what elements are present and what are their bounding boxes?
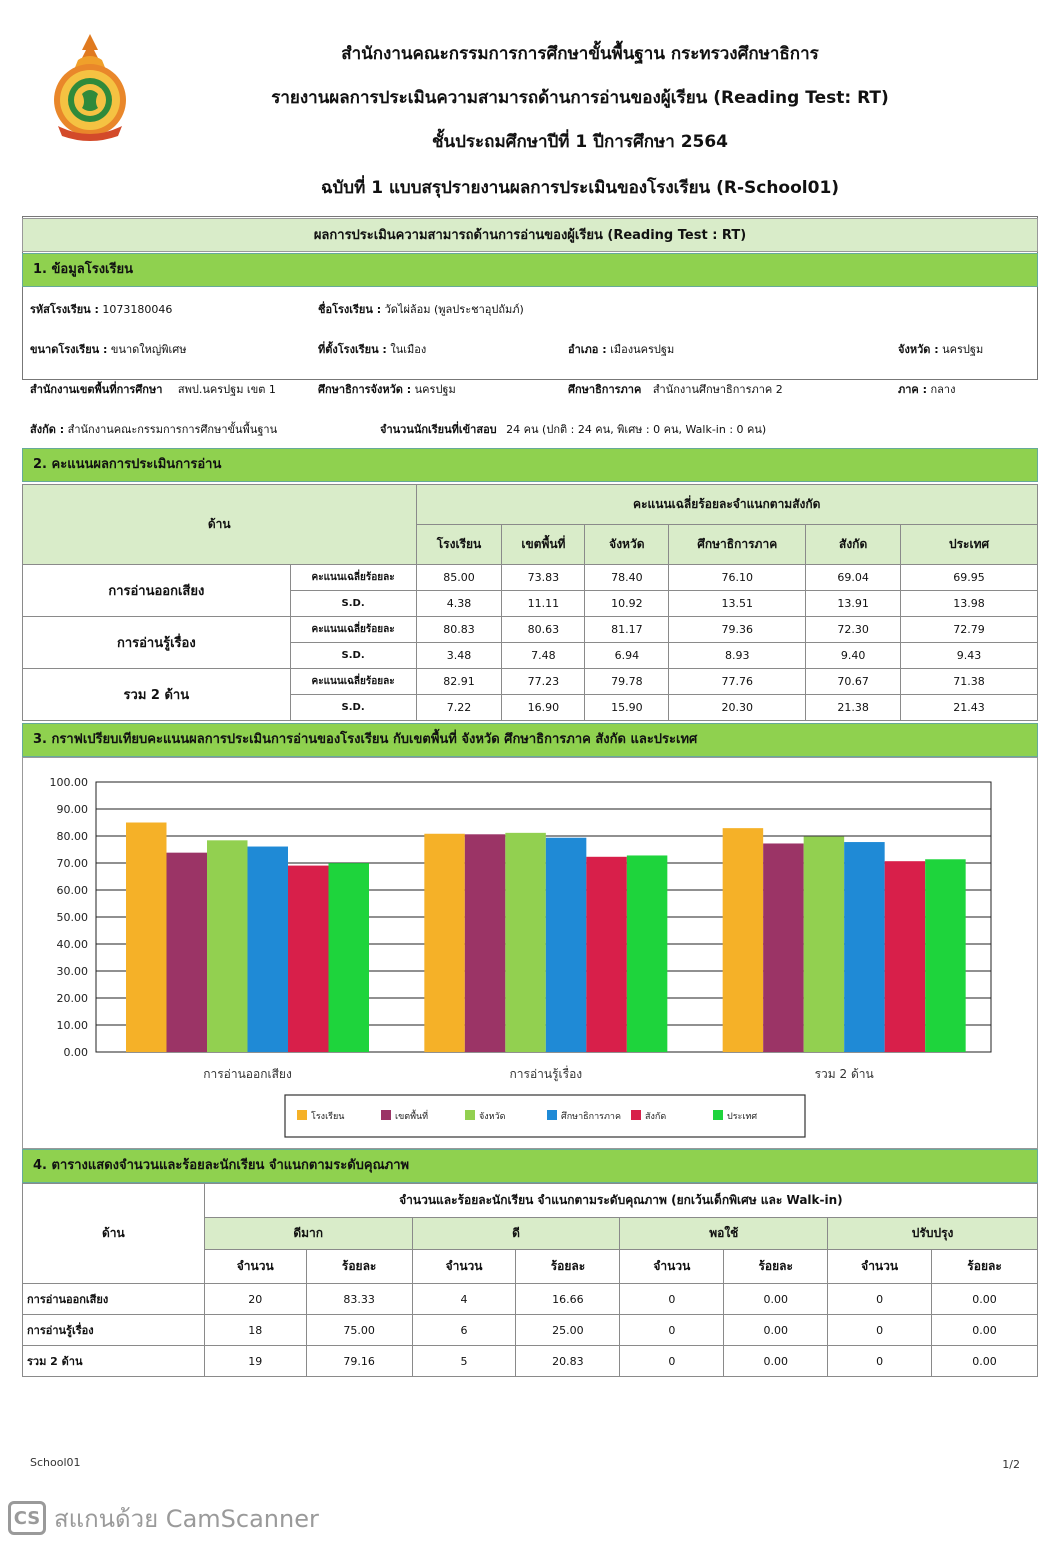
table-cell: 0.00 <box>724 1346 828 1377</box>
students-tested-value: 24 คน (ปกติ : 24 คน, พิเศษ : 0 คน, Walk-in : 0 คน) <box>506 423 767 436</box>
table-cell: 18 <box>204 1315 306 1346</box>
table-cell: 7.48 <box>502 643 585 669</box>
main-title: ผลการประเมินความสามารถด้านการอ่านของผู้เรียน (Reading Test : RT) <box>22 218 1038 252</box>
table-cell: 4 <box>412 1284 516 1315</box>
school-name <box>318 300 524 318</box>
aspect-label: การอ่านออกเสียง <box>23 1284 205 1315</box>
table-cell: 70.67 <box>806 669 901 695</box>
aspect-label: รวม 2 ด้าน <box>23 1346 205 1377</box>
school-size-label: ขนาดโรงเรียน : <box>30 343 108 356</box>
aspect-label: การอ่านรู้เรื่อง <box>23 617 291 669</box>
metric-label: S.D. <box>290 695 416 721</box>
quality-table <box>22 1183 1038 1377</box>
col-school: โรงเรียน <box>416 525 502 565</box>
table-cell: 20 <box>204 1284 306 1315</box>
x-tick-label: การอ่านออกเสียง <box>203 1067 292 1081</box>
table-cell: 79.36 <box>669 617 806 643</box>
metric-label: S.D. <box>290 643 416 669</box>
footer-page-number: 1/2 <box>1002 1458 1020 1471</box>
area-office-label: สำนักงานเขตพื้นที่การศึกษา <box>30 383 163 396</box>
level-good: ดี <box>412 1218 620 1250</box>
y-tick-label: 90.00 <box>56 803 88 816</box>
percent-header: ร้อยละ <box>516 1250 620 1284</box>
footer-form-code: School01 <box>30 1456 81 1469</box>
table-cell: 20.30 <box>669 695 806 721</box>
table-row <box>23 669 1038 695</box>
school-province <box>898 340 983 358</box>
bar <box>167 853 208 1052</box>
legend-label: โรงเรียน <box>311 1112 345 1122</box>
table-cell: 78.40 <box>585 565 669 591</box>
level-fair: พอใช้ <box>620 1218 828 1250</box>
school-district <box>568 340 674 358</box>
bar <box>723 828 764 1052</box>
col-province: จังหวัด <box>585 525 669 565</box>
count-header: จำนวน <box>620 1250 724 1284</box>
table-cell: 7.22 <box>416 695 502 721</box>
region-label: ภาค : <box>898 383 928 396</box>
table-cell: 77.23 <box>502 669 585 695</box>
count-header: จำนวน <box>828 1250 932 1284</box>
bar <box>207 840 248 1052</box>
report-header <box>0 0 1056 210</box>
section3-title: 3. กราฟเปรียบเทียบคะแนนผลการประเมินการอ่านของโรงเรียน กับเขตพื้นที่ จังหวัด ศึกษาธิการภาค สังกัด และประเทศ <box>22 723 1038 757</box>
table-cell: 82.91 <box>416 669 502 695</box>
table-cell: 0 <box>828 1284 932 1315</box>
y-tick-label: 80.00 <box>56 830 88 843</box>
aspect-label: การอ่านรู้เรื่อง <box>23 1315 205 1346</box>
table-cell: 76.10 <box>669 565 806 591</box>
bar <box>424 834 465 1052</box>
score-group-header: คะแนนเฉลี่ยร้อยละจำแนกตามสังกัด <box>416 485 1037 525</box>
table-cell: 72.79 <box>901 617 1038 643</box>
aspect-label: การอ่านออกเสียง <box>23 565 291 617</box>
school-province-label: จังหวัด : <box>898 343 939 356</box>
legend-swatch <box>465 1110 475 1120</box>
comparison-chart <box>22 757 1038 1149</box>
table-cell: 0.00 <box>724 1284 828 1315</box>
table-cell: 0.00 <box>724 1315 828 1346</box>
bar <box>885 861 926 1052</box>
region-value: กลาง <box>930 383 956 396</box>
school-size <box>30 340 187 358</box>
table-cell: 83.33 <box>306 1284 412 1315</box>
legend-label: เขตพื้นที่ <box>395 1112 429 1122</box>
legend-swatch <box>631 1110 641 1120</box>
table-cell: 0 <box>620 1346 724 1377</box>
school-district-label: อำเภอ : <box>568 343 607 356</box>
table-cell: 6 <box>412 1315 516 1346</box>
score-table <box>22 484 1038 721</box>
table-cell: 73.83 <box>502 565 585 591</box>
table-cell: 16.66 <box>516 1284 620 1315</box>
table-cell: 69.04 <box>806 565 901 591</box>
camscanner-icon: CS <box>8 1501 46 1535</box>
school-location-label: ที่ตั้งโรงเรียน : <box>318 343 387 356</box>
col-country: ประเทศ <box>901 525 1038 565</box>
section2-title: 2. คะแนนผลการประเมินการอ่าน <box>22 448 1038 482</box>
province-education <box>318 380 456 398</box>
legend-label: สังกัด <box>645 1112 667 1122</box>
table-row <box>23 1315 1038 1346</box>
legend-label: ศึกษาธิการภาค <box>561 1112 621 1122</box>
table-cell: 20.83 <box>516 1346 620 1377</box>
table-cell: 15.90 <box>585 695 669 721</box>
school-location <box>318 340 426 358</box>
school-size-value: ขนาดใหญ่พิเศษ <box>110 343 187 356</box>
count-header: จำนวน <box>204 1250 306 1284</box>
table-cell: 13.51 <box>669 591 806 617</box>
x-tick-label: รวม 2 ด้าน <box>814 1067 874 1081</box>
table-row <box>23 1284 1038 1315</box>
table-cell: 69.95 <box>901 565 1038 591</box>
table-cell: 16.90 <box>502 695 585 721</box>
y-tick-label: 50.00 <box>56 911 88 924</box>
table-cell: 8.93 <box>669 643 806 669</box>
table-cell: 11.11 <box>502 591 585 617</box>
bar <box>925 859 966 1052</box>
comparison-chart-svg <box>23 758 1037 1148</box>
y-tick-label: 0.00 <box>63 1046 88 1059</box>
table-cell: 9.40 <box>806 643 901 669</box>
count-header: จำนวน <box>412 1250 516 1284</box>
bar <box>804 837 845 1052</box>
percent-header: ร้อยละ <box>932 1250 1038 1284</box>
bar <box>586 857 627 1052</box>
header-line-4: ฉบับที่ 1 แบบสรุปรายงานผลการประเมินของโรงเรียน (R-School01) <box>320 178 840 198</box>
school-location-value: ในเมือง <box>390 343 427 356</box>
table-cell: 79.78 <box>585 669 669 695</box>
legend-label: จังหวัด <box>479 1112 506 1122</box>
col-affiliation: สังกัด <box>806 525 901 565</box>
table-cell: 75.00 <box>306 1315 412 1346</box>
table-cell: 0 <box>828 1346 932 1377</box>
metric-label: คะแนนเฉลี่ยร้อยละ <box>290 565 416 591</box>
region-education-label: ศึกษาธิการภาค <box>568 383 642 396</box>
students-tested-label: จำนวนนักเรียนที่เข้าสอบ <box>380 423 497 436</box>
table-cell: 0.00 <box>932 1315 1038 1346</box>
y-tick-label: 100.00 <box>49 776 88 789</box>
bar <box>627 855 668 1052</box>
table-cell: 0 <box>620 1315 724 1346</box>
section1-title: 1. ข้อมูลโรงเรียน <box>22 253 1038 287</box>
percent-header: ร้อยละ <box>306 1250 412 1284</box>
metric-label: คะแนนเฉลี่ยร้อยละ <box>290 617 416 643</box>
school-code-value: 1073180046 <box>102 303 173 316</box>
province-education-value: นครปฐม <box>414 383 456 396</box>
legend-swatch <box>381 1110 391 1120</box>
school-name-label: ชื่อโรงเรียน : <box>318 303 382 316</box>
y-tick-label: 40.00 <box>56 938 88 951</box>
table-cell: 79.16 <box>306 1346 412 1377</box>
table-row <box>23 1346 1038 1377</box>
y-tick-label: 20.00 <box>56 992 88 1005</box>
province-education-label: ศึกษาธิการจังหวัด : <box>318 383 412 396</box>
bar <box>844 842 885 1052</box>
bar <box>465 834 506 1052</box>
score-aspect-header: ด้าน <box>23 485 417 565</box>
level-excellent: ดีมาก <box>204 1218 412 1250</box>
col-area: เขตพื้นที่ <box>502 525 585 565</box>
quality-group-header: จำนวนและร้อยละนักเรียน จำแนกตามระดับคุณภาพ (ยกเว้นเด็กพิเศษ และ Walk-in) <box>204 1184 1037 1218</box>
table-cell: 5 <box>412 1346 516 1377</box>
table-cell: 13.98 <box>901 591 1038 617</box>
table-cell: 3.48 <box>416 643 502 669</box>
bar <box>763 843 804 1052</box>
affiliation-label: สังกัด : <box>30 423 65 436</box>
bar <box>248 847 289 1052</box>
table-cell: 80.83 <box>416 617 502 643</box>
quality-aspect-header: ด้าน <box>23 1184 205 1284</box>
bar <box>288 866 329 1052</box>
y-tick-label: 30.00 <box>56 965 88 978</box>
table-cell: 21.38 <box>806 695 901 721</box>
school-province-value: นครปฐม <box>942 343 984 356</box>
bar <box>126 823 167 1053</box>
school-code <box>30 300 172 318</box>
legend-swatch <box>297 1110 307 1120</box>
aspect-label: รวม 2 ด้าน <box>23 669 291 721</box>
metric-label: คะแนนเฉลี่ยร้อยละ <box>290 669 416 695</box>
table-cell: 0 <box>620 1284 724 1315</box>
table-cell: 77.76 <box>669 669 806 695</box>
table-row <box>23 617 1038 643</box>
legend-swatch <box>547 1110 557 1120</box>
table-cell: 0 <box>828 1315 932 1346</box>
header-line-3: ชั้นประถมศึกษาปีที่ 1 ปีการศึกษา 2564 <box>431 132 729 152</box>
table-cell: 85.00 <box>416 565 502 591</box>
header-line-1: สำนักงานคณะกรรมการการศึกษาขั้นพื้นฐาน กระทรวงศึกษาธิการ <box>341 44 819 64</box>
school-code-label: รหัสโรงเรียน : <box>30 303 99 316</box>
table-cell: 10.92 <box>585 591 669 617</box>
table-row <box>23 565 1038 591</box>
camscanner-text: สแกนด้วย CamScanner <box>54 1504 319 1533</box>
level-improve: ปรับปรุง <box>828 1218 1038 1250</box>
area-office-value: สพป.นครปฐม เขต 1 <box>177 383 276 396</box>
students-tested <box>380 420 766 438</box>
table-cell: 72.30 <box>806 617 901 643</box>
camscanner-watermark <box>8 1500 319 1536</box>
table-cell: 21.43 <box>901 695 1038 721</box>
affiliation <box>30 420 277 438</box>
col-region-edu: ศึกษาธิการภาค <box>669 525 806 565</box>
table-cell: 9.43 <box>901 643 1038 669</box>
affiliation-value: สำนักงานคณะกรรมการการศึกษาขั้นพื้นฐาน <box>67 423 278 436</box>
area-office <box>30 380 276 398</box>
table-cell: 80.63 <box>502 617 585 643</box>
region <box>898 380 955 398</box>
header-line-2: รายงานผลการประเมินความสามารถด้านการอ่านของผู้เรียน (Reading Test: RT) <box>271 88 889 108</box>
table-cell: 71.38 <box>901 669 1038 695</box>
bar <box>505 833 546 1052</box>
school-name-value: วัดไผ่ล้อม (พูลประชาอุปถัมภ์) <box>384 303 524 316</box>
section4-title: 4. ตารางแสดงจำนวนและร้อยละนักเรียน จำแนกตามระดับคุณภาพ <box>22 1149 1038 1183</box>
legend-swatch <box>713 1110 723 1120</box>
table-cell: 4.38 <box>416 591 502 617</box>
percent-header: ร้อยละ <box>724 1250 828 1284</box>
region-education <box>568 380 783 398</box>
table-cell: 19 <box>204 1346 306 1377</box>
table-cell: 0.00 <box>932 1346 1038 1377</box>
bar <box>329 863 370 1052</box>
table-cell: 81.17 <box>585 617 669 643</box>
bar <box>546 838 587 1052</box>
school-district-value: เมืองนครปฐม <box>610 343 675 356</box>
x-tick-label: การอ่านรู้เรื่อง <box>509 1067 583 1081</box>
table-cell: 25.00 <box>516 1315 620 1346</box>
table-cell: 13.91 <box>806 591 901 617</box>
region-education-value: สำนักงานศึกษาธิการภาค 2 <box>652 383 783 396</box>
table-cell: 0.00 <box>932 1284 1038 1315</box>
metric-label: S.D. <box>290 591 416 617</box>
y-tick-label: 60.00 <box>56 884 88 897</box>
table-cell: 6.94 <box>585 643 669 669</box>
legend-label: ประเทศ <box>727 1112 758 1122</box>
y-tick-label: 70.00 <box>56 857 88 870</box>
obec-emblem-icon <box>48 30 132 142</box>
y-tick-label: 10.00 <box>56 1019 88 1032</box>
